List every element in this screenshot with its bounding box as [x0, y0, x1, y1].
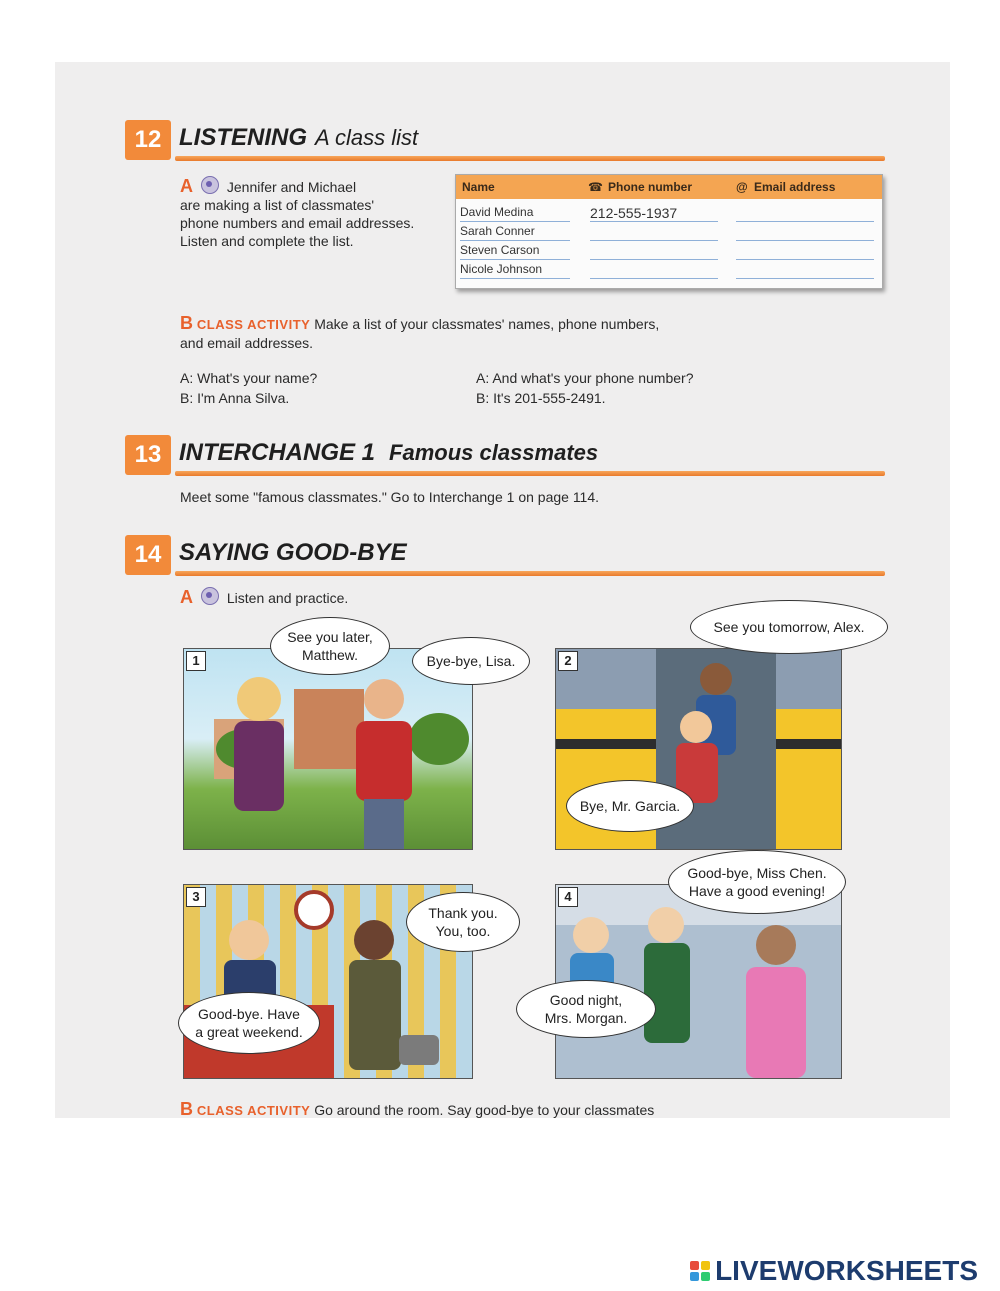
girl-body: [644, 943, 690, 1043]
speech-bubble: See you later, Matthew.: [270, 617, 390, 675]
section-13-text: Meet some "famous classmates." Go to Interchange 1 on page 114.: [180, 489, 600, 505]
boy-legs: [364, 799, 404, 849]
text-line: are making a list of classmates': [180, 197, 375, 213]
text-line: Jennifer and Michael: [226, 179, 357, 195]
section-subtitle: Famous classmates: [389, 440, 599, 465]
panel-1-illustration: [184, 649, 472, 849]
part-text: Go around the room. Say good-bye to your classmates: [314, 1102, 655, 1118]
boy-head: [700, 663, 732, 695]
dialog-line: B: I'm Anna Silva.: [180, 390, 290, 406]
speech-bubble: Good-bye. Have a great weekend.: [178, 992, 320, 1054]
part-letter: B: [180, 313, 193, 333]
girl-head: [237, 677, 281, 721]
table-row: [456, 205, 882, 223]
panel-number: 3: [186, 887, 206, 907]
table-row: [456, 224, 882, 242]
col-email: Email address: [754, 180, 836, 194]
girl-body: [234, 721, 284, 811]
email-cell[interactable]: [736, 262, 874, 279]
at-icon: @: [736, 180, 748, 194]
panel-number: 1: [186, 651, 206, 671]
part-text: Listen and practice.: [226, 590, 349, 606]
dialog-left: [180, 368, 317, 408]
girl-head: [648, 907, 684, 943]
dialog-right: [476, 368, 693, 408]
child-head: [680, 711, 712, 743]
name-cell: Sarah Conner: [460, 224, 570, 241]
woman-body: [349, 960, 401, 1070]
phone-icon: ☎: [588, 180, 603, 194]
section-12-part-a: [180, 176, 450, 250]
briefcase: [399, 1035, 439, 1065]
panel-number: 4: [558, 887, 578, 907]
text-line: and email addresses.: [180, 335, 314, 351]
speech-bubble: Good night, Mrs. Morgan.: [516, 980, 656, 1038]
activity-label: CLASS ACTIVITY: [196, 317, 311, 332]
header-rule: [175, 471, 885, 476]
dialog-line: A: What's your name?: [180, 370, 318, 386]
school-building: [294, 689, 364, 769]
part-letter: A: [180, 587, 193, 607]
section-title-text: INTERCHANGE 1: [179, 439, 376, 466]
logo-text: LIVEWORKSHEETS: [715, 1255, 978, 1286]
section-title: [179, 439, 598, 467]
email-cell[interactable]: [736, 243, 874, 260]
dialog-line: B: It's 201-555-2491.: [476, 390, 606, 406]
section-14-part-a: [180, 587, 348, 607]
phone-cell[interactable]: [590, 224, 718, 241]
wall-clock: [296, 892, 332, 928]
text-line: Listen and complete the list.: [180, 233, 354, 249]
audio-icon[interactable]: [201, 176, 219, 194]
speech-bubble: Bye, Mr. Garcia.: [566, 780, 694, 832]
section-number: 12: [125, 120, 171, 160]
dialog-line: A: And what's your phone number?: [476, 370, 694, 386]
header-rule: [175, 571, 885, 576]
section-12-header: [125, 120, 885, 162]
woman-head: [354, 920, 394, 960]
woman-robe: [746, 967, 806, 1078]
phone-cell[interactable]: 212-555-1937: [590, 205, 718, 222]
part-letter: A: [180, 176, 193, 196]
liveworksheets-logo: [690, 1255, 978, 1287]
name-cell: Steven Carson: [460, 243, 570, 260]
name-cell: Nicole Johnson: [460, 262, 570, 279]
text-line: Make a list of your classmates' names, phone numbers,: [314, 316, 660, 332]
table-row: [456, 262, 882, 280]
table-row: [456, 243, 882, 261]
text-line: phone numbers and email addresses.: [180, 215, 415, 231]
class-list-card: [455, 174, 883, 289]
header-rule: [175, 156, 885, 161]
man-head: [229, 920, 269, 960]
section-title: SAYING GOOD-BYE: [179, 539, 407, 566]
email-cell[interactable]: [736, 205, 874, 222]
speech-bubble: Bye-bye, Lisa.: [412, 637, 530, 685]
phone-cell[interactable]: [590, 243, 718, 260]
col-phone: Phone number: [608, 180, 693, 194]
speech-bubble: Good-bye, Miss Chen. Have a good evening!: [668, 850, 846, 914]
audio-icon[interactable]: [201, 587, 219, 605]
speech-bubble: Thank you. You, too.: [406, 892, 520, 952]
part-letter: B: [180, 1099, 193, 1119]
section-number: 14: [125, 535, 171, 575]
woman-head: [756, 925, 796, 965]
girl-head: [573, 917, 609, 953]
section-title: [179, 124, 418, 152]
section-12-part-b: [180, 314, 760, 352]
panel-number: 2: [558, 651, 578, 671]
name-cell: David Medina: [460, 205, 570, 222]
class-list-header: [456, 175, 882, 199]
section-title-text: LISTENING: [179, 124, 308, 151]
logo-icon: [690, 1261, 710, 1281]
section-14-part-b: [180, 1100, 820, 1120]
boy-head: [364, 679, 404, 719]
section-subtitle: A class list: [315, 125, 419, 150]
email-cell[interactable]: [736, 224, 874, 241]
section-13-header: [125, 435, 885, 477]
tree: [409, 713, 469, 765]
speech-bubble: See you tomorrow, Alex.: [690, 600, 888, 654]
section-number: 13: [125, 435, 171, 475]
boy-body: [356, 721, 412, 801]
section-14-header: [125, 535, 885, 577]
phone-cell[interactable]: [590, 262, 718, 279]
activity-label: CLASS ACTIVITY: [196, 1103, 311, 1118]
col-name: Name: [462, 180, 495, 194]
